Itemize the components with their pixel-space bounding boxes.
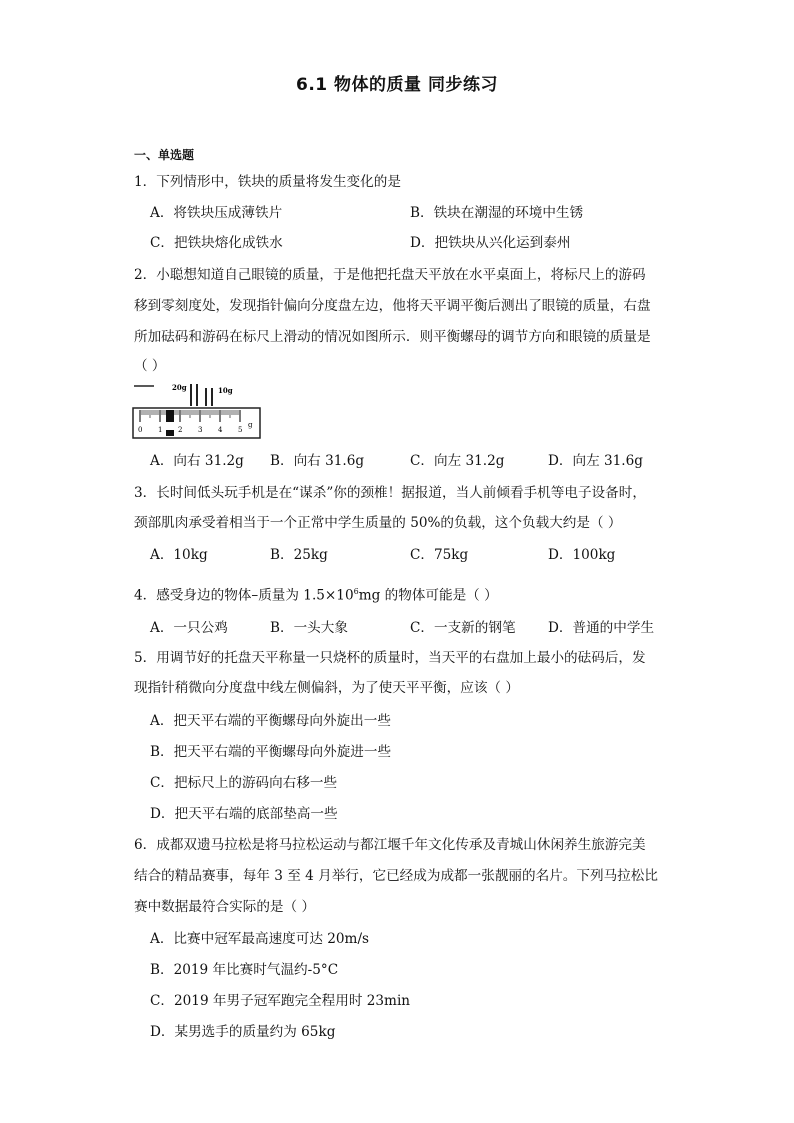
question-6-stem-line-2: 结合的精品赛事，每年 3 至 4 月举行，它已经成为成都一张靓丽的名片。下列马拉松比 — [134, 868, 658, 884]
question-2-stem-line-2: 移到零刻度处，发现指针偏向分度盘左边，他将天平调平衡后测出了眼镜的质量，右盘 — [134, 298, 651, 314]
question-6-stem-line-1: 6．成都双遗马拉松是将马拉松运动与都江堰千年文化传承及青城山休闲养生旅游完美 — [134, 837, 646, 853]
question-5-stem-line-2: 现指针稍微向分度盘中线左侧偏斜，为了使天平平衡，应该（ ） — [134, 680, 519, 696]
question-5-stem-line-1: 5．用调节好的托盘天平称量一只烧杯的质量时，当天平的右盘加上最小的砝码后，发 — [134, 650, 646, 666]
question-3-option-b: B．25kg — [270, 547, 328, 563]
section-heading: 一、单选题 — [134, 148, 195, 162]
question-6-stem-line-3: 赛中数据最符合实际的是（ ） — [134, 899, 316, 915]
question-4-option-c: C．一支新的钢笔 — [410, 620, 516, 636]
question-2-option-d: D．向左 31.6g — [548, 453, 643, 469]
ruler-tick-label: 4 — [218, 426, 223, 434]
page-title: 6.1 物体的质量 同步练习 — [296, 75, 498, 95]
question-2-stem-line-1: 2．小聪想知道自己眼镜的质量，于是他把托盘天平放在水平桌面上，将标尺上的游码 — [134, 267, 646, 283]
weight-20g-label: 20g — [172, 383, 187, 392]
weight-10g-peg-2 — [211, 388, 213, 406]
question-4-stem — [134, 582, 498, 606]
question-3-option-d: D．100kg — [548, 547, 616, 563]
ruler-rider — [166, 410, 174, 422]
question-6-option-a: A．比赛中冠军最高速度可达 20m/s — [150, 931, 370, 947]
weight-10g-label: 10g — [218, 386, 233, 395]
question-1-option-a: A．将铁块压成薄铁片 — [150, 205, 283, 221]
question-6-option-c: C．2019 年男子冠军跑完全程用时 23min — [150, 993, 411, 1009]
weight-20g-peg-2 — [196, 384, 198, 406]
ruler-unit: g — [248, 421, 253, 429]
question-3-stem-line-2: 颈部肌肉承受着相当于一个正常中学生质量的 50%的负载，这个负载大约是（ ） — [134, 515, 622, 531]
ruler-tick-label: 2 — [178, 426, 183, 434]
question-3-stem-line-1: 3．长时间低头玩手机是在“谋杀”你的颈椎！据报道，当人前倾看手机等电子设备时， — [134, 485, 646, 501]
question-4-option-a: A．一只公鸡 — [150, 620, 228, 636]
ruler-tick-label: 1 — [158, 426, 163, 434]
question-4-option-d: D．普通的中学生 — [548, 620, 655, 636]
question-2-option-c: C．向左 31.2g — [410, 453, 505, 469]
ruler-tick-label: 5 — [238, 426, 243, 434]
question-3-option-c: C．75kg — [410, 547, 469, 563]
ruler-rider-bottom — [166, 430, 174, 436]
question-1-option-b: B．铁块在潮湿的环境中生锈 — [410, 205, 584, 221]
weight-10g-peg — [205, 388, 207, 406]
question-4-option-b: B．一头大象 — [270, 620, 348, 636]
question-2-stem-line-4: （ ） — [134, 358, 166, 374]
ruler-tick-label: 3 — [198, 426, 203, 434]
question-4-stem-before: 4．感受身边的物体–质量为 1.5×10 — [134, 587, 354, 604]
question-1-option-d: D．把铁块从兴化运到泰州 — [410, 235, 571, 251]
question-1-option-c: C．把铁块熔化成铁水 — [150, 235, 283, 251]
ruler-tick-label: 0 — [138, 426, 143, 434]
weight-20g-peg — [190, 384, 192, 406]
question-1-stem: 1．下列情形中，铁块的质量将发生变化的是 — [134, 174, 401, 190]
question-2-stem-line-3: 所加砝码和游码在标尺上滑动的情况如图所示．则平衡螺母的调节方向和眼镜的质量是 — [134, 329, 651, 345]
question-2-option-a: A．向右 31.2g — [150, 453, 244, 469]
question-2-option-b: B．向右 31.6g — [270, 453, 365, 469]
question-5-option-a: A．把天平右端的平衡螺母向外旋出一些 — [150, 713, 391, 729]
question-6-option-d: D．某男选手的质量约为 65kg — [150, 1024, 336, 1040]
balance-ruler-figure — [132, 380, 262, 442]
question-3-option-a: A．10kg — [150, 547, 208, 563]
question-5-option-d: D．把天平右端的底部垫高一些 — [150, 806, 338, 822]
question-5-option-c: C．把标尺上的游码向右移一些 — [150, 775, 338, 791]
question-4-stem-after: mg 的物体可能是（ ） — [358, 587, 498, 604]
question-5-option-b: B．把天平右端的平衡螺母向外旋进一些 — [150, 744, 392, 760]
question-4-stem-exponent: 6 — [353, 587, 359, 596]
question-6-option-b: B．2019 年比赛时气温约-5°C — [150, 962, 339, 978]
